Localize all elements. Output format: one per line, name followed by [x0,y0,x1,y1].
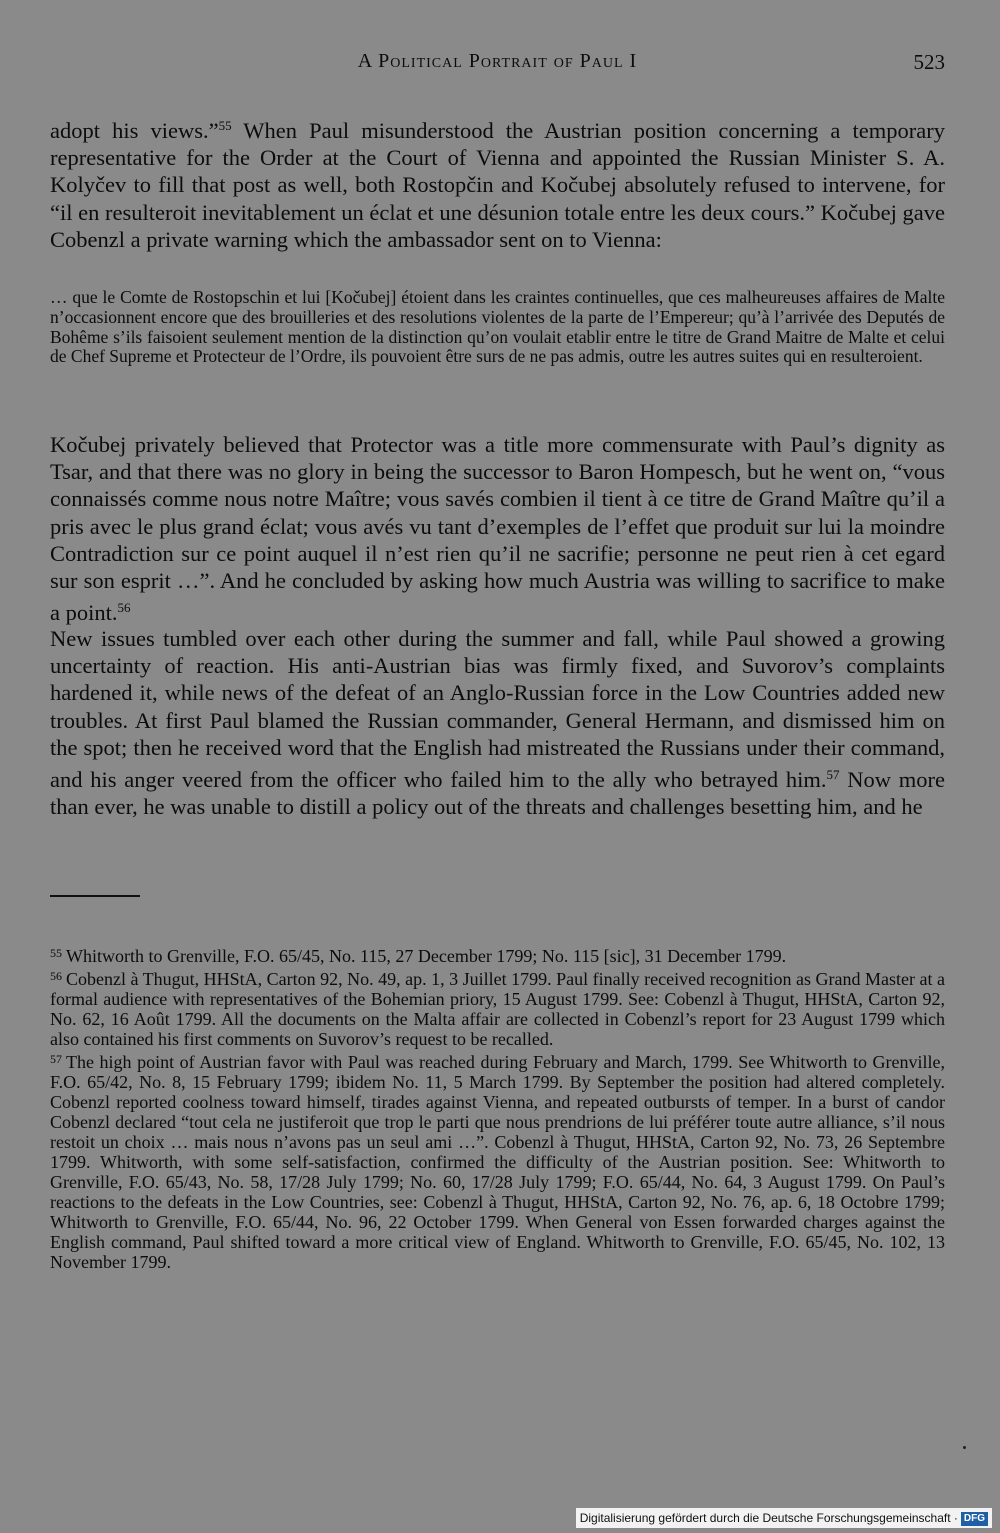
footnote-number: 57 [50,1052,62,1066]
block-quote: … que le Comte de Rostopschin et lui [Kočubej] étoient dans les craintes continuelles, que ces malheureuses affaires de Malte n’occasionnent encore que des brouilleries et des resolutions violentes de la parte de l’Empereur; qu’à l’arrivée des Deputés de Bohême s’ils faisoient seulement mention de la distinction qu’on voulait etablir entre le titre de Grand Maitre de Malte et celui de Chef Supreme et Protecteur de l’Ordre, ils pouvoient être surs de ne pas admis, outre les autres suites qui en resulteroient. [50,287,945,367]
digitization-credit [576,1508,992,1528]
credit-text: Digitalisierung gefördert durch die Deutsche Forschungsgemeinschaft · [579,1511,958,1525]
paragraph-2-text: Kočubej privately believed that Protector was a title more commensurate with Paul’s dignity as Tsar, and that there was no glory in being the successor to Baron Hompesch, but he went on, “vous connaissés comme nous notre Maître; vous savés combien il tient à ce titre de Grand Maître qu’il a pris avec le plus grand éclat; vous avés vu tant d’exemples de l’effet que produit sur lui la moindre Contradiction sur ce point auquel il n’est rien qu’il ne sacrifie; personne ne peut rien à cet egard sur son esprit …”. And he concluded by asking how much Austria was willing to sacrifice to make a point. [50,432,945,626]
footnote-number: 56 [50,969,62,983]
running-title: A Political Portrait of Paul I [357,50,638,72]
paragraph-2 [50,431,945,626]
footnote-number: 55 [50,946,62,960]
footnote-57 [50,1049,945,1272]
paragraph-1 [50,112,945,253]
paragraph-3-text-a: New issues tumbled over each other during the summer and fall, while Paul showed a growing uncertainty of reaction. His anti-Austrian bias was firmly fixed, and Suvorov’s complaints hardened it, while news of the defeat of an Anglo-Russian force in the Low Countries added new troubles. At first Paul blamed the Russian commander, General Hermann, and dismissed him on the spot; then he received word that the English had mistreated the Russians under their command, and his anger veered from the officer who failed him to the ally who betrayed him. [50,626,945,793]
footnote-56 [50,966,945,1049]
footnote-ref-55[interactable]: 55 [218,118,232,133]
footnote-text: The high point of Austrian favor with Paul was reached during February and March, 1799. See Whitworth to Grenville, F.O. 65/42, No. 8, 15 February 1799; ibidem No. 11, 5 March 1799. By September the position had altered completely. Cobenzl reported coolness toward himself, tirades against Vienna, and repeated outbursts of temper. In a burst of candor Cobenzl declared “tout cela ne justiferoit que trop le parti que nous prendrions de lui préférer toute autre alliance, s’il nous restoit un choix … mais nous n’avons pas un seul ami …”. Cobenzl à Thugut, HHStA, Carton 92, No. 73, 26 Septembre 1799. Whitworth, with some self-satisfaction, confirmed the difficulty of the Austrian position. See: Whitworth to Grenville, F.O. 65/43, No. 58, 17/28 July 1799; No. 60, 17/28 July 1799; F.O. 65/44, No. 64, 3 August 1799. On Paul’s reactions to the defeats in the Low Countries, see: Cobenzl à Thugut, HHStA, Carton 92, No. 76, ap. 6, 18 Octobre 1799; Whitworth to Grenville, F.O. 65/44, No. 96, 22 October 1799. When General von Essen forwarded charges against the English command, Paul shifted toward a more critical view of England. Whitworth to Grenville, F.O. 65/45, No. 102, 13 November 1799. [50,1052,945,1272]
scan-speck [963,1446,966,1449]
footnotes [50,943,945,1272]
footnote-divider [50,895,140,897]
footnote-text: Cobenzl à Thugut, HHStA, Carton 92, No. 49, ap. 1, 3 Juillet 1799. Paul finally received recognition as Grand Master at a formal audience with representatives of the Bohemian priory, 15 August 1799. See: Cobenzl à Thugut, HHStA, Carton 92, No. 62, 16 Août 1799. All the documents on the Malta affair are collected in Cobenzl’s report for 23 August 1799 which also contained his first comments on Suvorov’s request to be recalled. [50,969,945,1049]
dfg-logo-icon: DFG [961,1512,988,1526]
footnote-text: Whitworth to Grenville, F.O. 65/45, No. 115, 27 December 1799; No. 115 [sic], 31 December 1799. [66,946,787,966]
paragraph-1-text-b: When Paul misunderstood the Austrian position concerning a temporary representative for the Order at the Court of Vienna and appointed the Russian Minister S. A. Kolyčev to fill that post as well, both Rostopčin and Kočubej absolutely refused to intervene, for “il en resulteroit inevitablement un éclat et une désunion totale entre les deux cours.” Kočubej gave Cobenzl a private warning which the ambassador sent on to Vienna: [50,118,945,252]
paragraph-1-text-a: adopt his views.” [50,118,219,143]
footnote-ref-57[interactable]: 57 [826,767,840,783]
page-header [50,50,945,80]
page-number: 523 [913,50,945,74]
footnote-55 [50,943,945,966]
paragraph-3 [50,625,945,820]
footnote-ref-56[interactable]: 56 [117,600,131,616]
paragraph-3-text-b: Now more than ever, he was unable to distill a policy out of the threats and challenges besetting him, and he [50,767,945,820]
